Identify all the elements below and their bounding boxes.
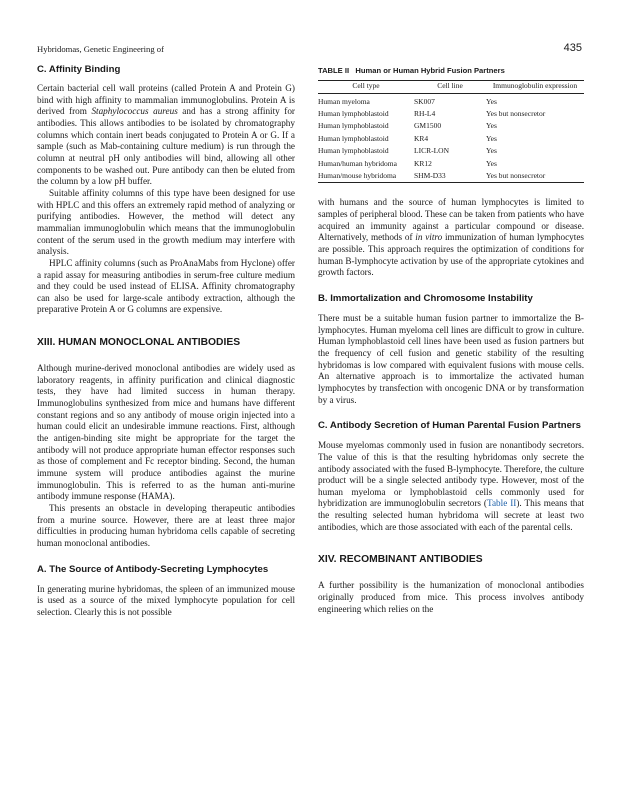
table-row: Human lymphoblastoid LICR-LON Yes	[318, 146, 497, 156]
paragraph-murine-hybridomas: In generating murine hybridomas, the spleen of an immunized mouse is used as a source of the mixed lymphocyte population for cell selection. Clearly this is not possible	[37, 583, 295, 617]
left-column	[37, 64, 295, 619]
section-heading-human-monoclonal: XIII. HUMAN MONOCLONAL ANTIBODIES	[37, 337, 241, 349]
page-number: 435	[563, 42, 582, 54]
table-row: Human lymphoblastoid GM1500 Yes	[318, 121, 497, 131]
section-heading-antibody-secretion: C. Antibody Secretion of Human Parental Fusion Partners	[318, 420, 581, 432]
col-header-cell-type: Cell type	[352, 81, 380, 90]
section-heading-immortalization: B. Immortalization and Chromosome Instability	[318, 292, 533, 304]
table-row: Human/human hybridoma KR12 Yes	[318, 158, 497, 168]
paragraph-therapeutic-obstacle: This presents an obstacle in developing therapeutic antibodies from a murine source. However, there are at least three major difficulties in producing human hybridoma cells capable of secreting human monoclonal antibodies.	[37, 503, 295, 548]
paragraph-protein-a: Certain bacterial cell wall proteins (called Protein A and Protein G) bind with high affinity to mammalian immunoglobulins. Protein A is derived from Staphylococcus aureus and has a strong affinity for antibodies. This allows antibodies to be isolated by chromatography columns which contain inert beads conjugated to Protein A or G. If a sample (such as Mab-containing culture medium) is run through the column at neutral pH only antibodies will bind, allowing all other components to be washed out. Pure antibody can then be eluted from the column by a low pH buffer.	[37, 83, 295, 187]
col-header-expression: Immunoglobulin expression	[492, 81, 578, 90]
table-caption	[318, 66, 584, 76]
section-heading-affinity-binding: C. Affinity Binding	[37, 64, 121, 75]
paragraph-mouse-myelomas: Mouse myelomas commonly used in fusion are nonantibody secretors. The value of this is that the resulting hybridomas only secrete the antibody associated with the fused B-lymphocyte. Therefore, the culture product will be a single selected antibody type. However, most of the human myeloma or lymphoblastoid cells commonly used for hybridization are immunoglobulin secretors (Table II). This means that the resulting selected human hybridoma will secrete at least two antibodies, which are those associated with each of the parental cells.	[318, 440, 584, 532]
running-head-title: Hybridomas, Genetic Engineering of	[37, 44, 164, 54]
table-row: Human/mouse hybridoma SHM-D33 Yes but nonsecretor	[318, 170, 546, 180]
section-heading-lymphocyte-source: A. The Source of Antibody-Secreting Lymphocytes	[37, 563, 269, 575]
paragraph-murine-antibodies: Although murine-derived monoclonal antibodies are widely used as laboratory reagents, in affinity purification and clinical diagnostic tests, they have had limited success in human therapy. Immunoglobulins synthesized from mice and humans have different constant regions and so any antibody of mouse origin injected into a human could elicit an undesirable immune reactions. First, although the antigen-binding site might be appropriate for the target the antibody will not produce appropriate human effector responses such as those of complement and Fc receptor binding. Second, the human immune system will produce antibodies against the murine immunoglobulin. This is referred to as the human anti-murine antibody immune response (HAMA).	[37, 363, 295, 502]
running-head	[37, 44, 582, 58]
right-column	[318, 64, 584, 615]
paragraph-peripheral-blood: with humans and the source of human lymphocytes is limited to samples of peripheral blood. These can be taken from patients who have acquired an immunity against a particular compound or disease. Alternatively, methods of in vitro immunization of human lymphocytes are possible. This approach requires the optimization of conditions for human B-lymphocyte activation by use of the appropriate cytokines and growth factors.	[318, 197, 584, 278]
col-header-cell-line: Cell line	[437, 81, 463, 90]
species-name: Staphylococcus aureus	[91, 106, 178, 117]
paragraph-hplc-columns: Suitable affinity columns of this type have been designed for use with HPLC and this offers an extremely rapid method of analyzing or purifying antibodies. However, the method will detect any mammalian immunoglobulin which means that the immunoglobulin content of the serum used in the growth medium may interfere with analysis.	[37, 187, 295, 257]
table-row: Human lymphoblastoid KR4 Yes	[318, 133, 497, 143]
table-row: Human lymphoblastoid RH-L4 Yes but nonsecretor	[318, 108, 546, 118]
table-title: Human or Human Hybrid Fusion Partners	[355, 66, 505, 75]
table-label: TABLE II	[318, 66, 350, 75]
paragraph-humanization: A further possibility is the humanization of monoclonal antibodies originally produced from mice. This process involves antibody engineering which relies on the	[318, 580, 584, 614]
fusion-partners-table	[318, 80, 584, 183]
paragraph-proanamabs: HPLC affinity columns (such as ProAnaMabs from Hyclone) offer a rapid assay for measuring antibodies in serum-free culture medium and they could be used instead of ELISA. Affinity chromatography can also be used for large-scale antibody extraction, although the preparative Protein A or G columns are expensive.	[37, 257, 295, 315]
section-heading-recombinant: XIV. RECOMBINANT ANTIBODIES	[318, 554, 483, 566]
table-row: Human myeloma SK007 Yes	[318, 96, 497, 106]
table-ii-link[interactable]: Table II	[487, 498, 517, 509]
paragraph-fusion-partner: There must be a suitable human fusion partner to immortalize the B-lymphocytes. Human myeloma cell lines are difficult to grow in culture. Human lymphoblastoid cell lines have been used as fusion partners but the frequency of cell fusion and genetic stability of the resulting hybridomas is low compared with equivalent fusions with mouse cells. An alternative approach is to immortalize the activated human lymphocytes by transfection with oncogenic DNA or by transformation by a virus.	[318, 312, 584, 405]
